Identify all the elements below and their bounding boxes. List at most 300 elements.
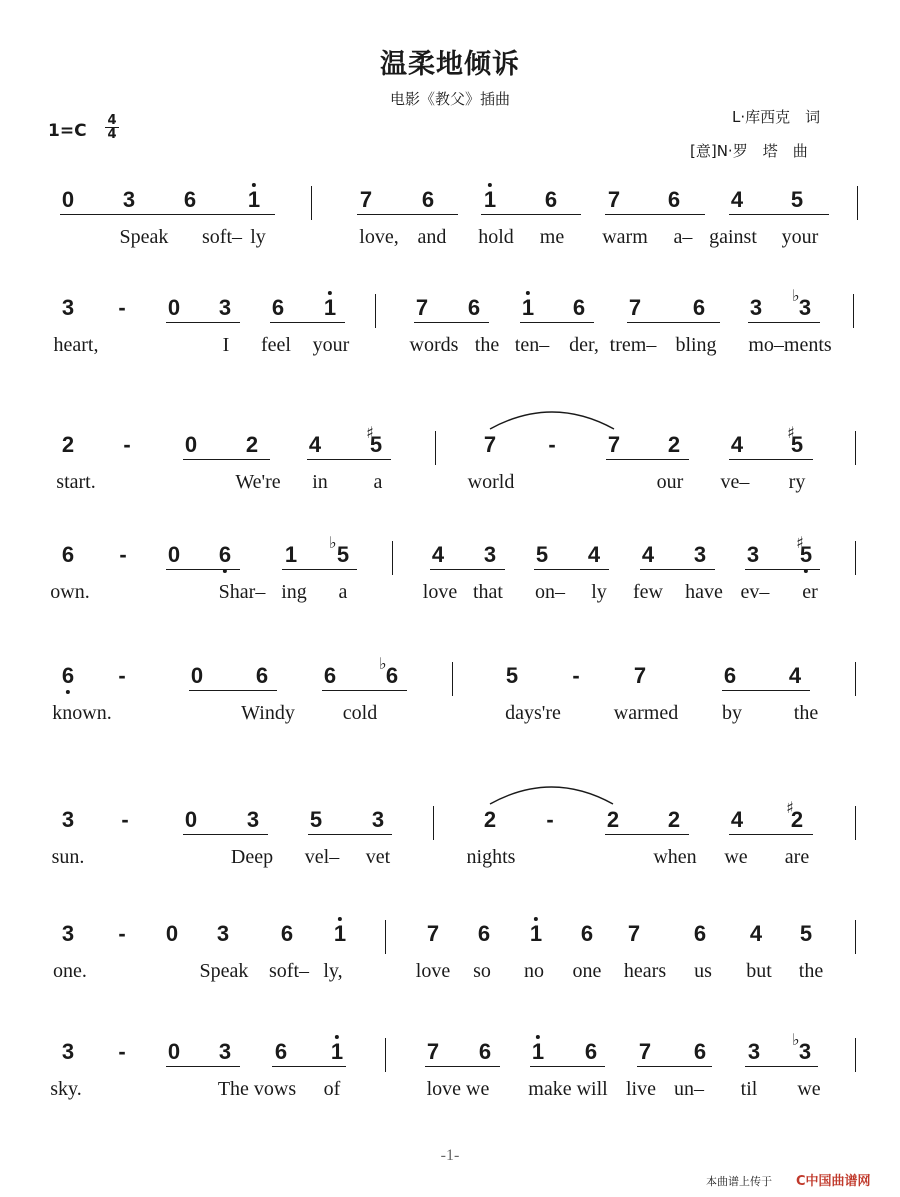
logo-mark-icon: C	[796, 1174, 806, 1189]
lyric-word: have	[685, 581, 723, 603]
jianpu-note	[360, 188, 372, 212]
lyric-word: nights	[466, 846, 516, 868]
note-digit: 4	[730, 187, 744, 212]
lyric-word: Deep	[230, 846, 274, 868]
jianpu-note	[219, 543, 231, 567]
note-digit: 1	[483, 187, 497, 212]
note-digit: 7	[607, 187, 621, 212]
barline	[855, 431, 856, 465]
lyric-word: the	[793, 702, 819, 724]
jianpu-note	[331, 1040, 343, 1064]
note-digit: 1	[284, 542, 298, 567]
lyric-word: The vows	[217, 1078, 297, 1100]
lyric-word: til	[740, 1078, 758, 1100]
beam-underline	[166, 569, 240, 570]
beam-underline	[745, 569, 820, 570]
beam-underline	[729, 214, 829, 215]
note-digit: 3	[371, 807, 385, 832]
note-digit: 3	[747, 1039, 761, 1064]
lyric-word: Shar–	[218, 581, 266, 603]
note-digit: 0	[190, 663, 204, 688]
jianpu-note	[484, 808, 496, 832]
note-digit: -	[118, 1039, 126, 1064]
dash-note	[121, 808, 128, 832]
jianpu-note	[634, 664, 646, 688]
jianpu-note	[166, 922, 178, 946]
note-digit: 3	[216, 921, 230, 946]
time-signature-bottom: 4	[107, 127, 117, 142]
note-digit: 1	[531, 1039, 545, 1064]
barline	[433, 806, 434, 840]
jianpu-note	[607, 808, 619, 832]
site-logo	[796, 1170, 871, 1189]
flat-icon: ♭	[379, 654, 387, 673]
lyric-word: few	[633, 581, 663, 603]
barline	[855, 920, 856, 954]
note-digit: 1	[333, 921, 347, 946]
lyric-word: but	[746, 960, 772, 982]
jianpu-note	[248, 188, 260, 212]
lyric-word: warm	[602, 226, 648, 248]
jianpu-note	[309, 433, 321, 457]
lyric-word: love,	[359, 226, 399, 248]
lyric-word: we	[797, 1078, 821, 1100]
note-digit: 3	[61, 295, 75, 320]
barline	[853, 294, 854, 328]
jianpu-note	[668, 433, 680, 457]
page-title: 温柔地倾诉	[380, 49, 520, 80]
note-digit: 3	[61, 1039, 75, 1064]
barline	[855, 806, 856, 840]
lyric-word: I	[222, 334, 230, 356]
note-digit: 7	[627, 921, 641, 946]
lyric-word: Speak	[199, 960, 249, 982]
note-digit: 2	[483, 807, 497, 832]
lyric-word: hears	[623, 960, 667, 982]
barline	[311, 186, 312, 220]
note-digit: 3	[218, 295, 232, 320]
jianpu-note	[628, 922, 640, 946]
barline	[452, 662, 453, 696]
note-digit: 6	[467, 295, 481, 320]
note-digit: -	[118, 295, 126, 320]
lyric-word: words	[409, 334, 459, 356]
note-digit: 7	[628, 295, 642, 320]
note-digit: 3	[798, 1039, 812, 1064]
jianpu-note	[324, 296, 336, 320]
jianpu-note	[608, 188, 620, 212]
tie-slur	[490, 412, 614, 429]
note-digit: 2	[61, 432, 75, 457]
jianpu-note	[799, 296, 811, 320]
note-digit: 5	[309, 807, 323, 832]
jianpu-note	[256, 664, 268, 688]
note-digit: 0	[167, 295, 181, 320]
note-digit: 4	[749, 921, 763, 946]
jianpu-note	[484, 433, 496, 457]
jianpu-note	[246, 433, 258, 457]
lyric-word: our	[656, 471, 684, 493]
dash-note	[118, 664, 125, 688]
beam-underline	[640, 569, 715, 570]
jianpu-note	[62, 1040, 74, 1064]
jianpu-note	[285, 543, 297, 567]
jianpu-note	[639, 1040, 651, 1064]
jianpu-note	[694, 543, 706, 567]
note-digit: 3	[218, 1039, 232, 1064]
lyric-word: a	[373, 471, 383, 493]
lyric-word: love we	[426, 1078, 490, 1100]
note-digit: 1	[529, 921, 543, 946]
lyric-word: we	[724, 846, 748, 868]
barline	[855, 541, 856, 575]
composer-credit: [意]N·罗 塔 曲	[690, 142, 808, 160]
jianpu-note	[217, 922, 229, 946]
beam-underline	[520, 322, 594, 323]
barline	[385, 1038, 386, 1072]
jianpu-note	[422, 188, 434, 212]
note-digit: 6	[477, 921, 491, 946]
beam-underline	[745, 1066, 818, 1067]
lyric-word: sky.	[50, 1078, 82, 1100]
jianpu-note	[731, 808, 743, 832]
dash-note	[118, 922, 125, 946]
jianpu-note	[334, 922, 346, 946]
lyric-word: gainst	[709, 226, 757, 248]
note-digit: 0	[167, 1039, 181, 1064]
jianpu-note	[478, 922, 490, 946]
note-digit: 3	[246, 807, 260, 832]
lyric-word: ry	[788, 471, 806, 493]
lyric-word: er	[802, 581, 818, 603]
beam-underline	[307, 459, 391, 460]
note-digit: 7	[633, 663, 647, 688]
note-digit: -	[123, 432, 131, 457]
jianpu-note	[532, 1040, 544, 1064]
sharp-icon: ♯	[787, 423, 795, 442]
beam-underline	[530, 1066, 605, 1067]
jianpu-note	[668, 808, 680, 832]
lyric-word: on–	[535, 581, 565, 603]
jianpu-note	[731, 188, 743, 212]
jianpu-note	[750, 296, 762, 320]
jianpu-note	[324, 664, 336, 688]
note-digit: 6	[544, 187, 558, 212]
barline	[385, 920, 386, 954]
beam-underline	[430, 569, 505, 570]
note-digit: 5	[336, 542, 350, 567]
sharp-icon: ♯	[796, 533, 804, 552]
beam-underline	[534, 569, 609, 570]
beam-underline	[272, 1066, 346, 1067]
dash-note	[548, 433, 555, 457]
jianpu-note	[588, 543, 600, 567]
note-digit: -	[119, 542, 127, 567]
sharp-icon: ♯	[786, 798, 794, 817]
jianpu-note	[62, 664, 74, 688]
jianpu-note	[62, 808, 74, 832]
note-digit: 0	[165, 921, 179, 946]
note-digit: 1	[323, 295, 337, 320]
jianpu-note	[416, 296, 428, 320]
jianpu-note	[522, 296, 534, 320]
lyric-word: me	[539, 226, 565, 248]
lyric-word: days're	[505, 702, 561, 724]
lyric-word: and	[417, 226, 447, 248]
jianpu-note	[608, 433, 620, 457]
note-digit: 0	[184, 807, 198, 832]
lyric-word: un–	[674, 1078, 704, 1100]
jianpu-note	[191, 664, 203, 688]
lyric-word: cold	[342, 702, 378, 724]
jianpu-note	[372, 808, 384, 832]
jianpu-note	[585, 1040, 597, 1064]
lyricist-credit: L·库西克 词	[732, 108, 821, 126]
note-digit: 4	[431, 542, 445, 567]
dash-note	[123, 433, 130, 457]
lyric-word: your	[781, 226, 819, 248]
note-digit: 6	[274, 1039, 288, 1064]
jianpu-note	[731, 433, 743, 457]
jianpu-note	[62, 433, 74, 457]
lyric-word: start.	[56, 471, 96, 493]
note-digit: 6	[667, 187, 681, 212]
lyric-word: vet	[365, 846, 391, 868]
note-digit: -	[121, 807, 129, 832]
jianpu-note	[748, 1040, 760, 1064]
note-digit: 5	[535, 542, 549, 567]
lyric-word: mo–ments	[748, 334, 832, 356]
barline	[375, 294, 376, 328]
note-digit: 6	[183, 187, 197, 212]
note-digit: 6	[572, 295, 586, 320]
lyric-word: a	[338, 581, 348, 603]
beam-underline	[606, 459, 689, 460]
lyric-word: soft–	[202, 226, 242, 248]
jianpu-note	[62, 922, 74, 946]
lyric-word: world	[467, 471, 515, 493]
jianpu-note	[275, 1040, 287, 1064]
note-digit: 6	[478, 1039, 492, 1064]
jianpu-note	[642, 543, 654, 567]
subtitle: 电影《教父》插曲	[389, 90, 510, 108]
lyric-word: heart,	[53, 334, 99, 356]
jianpu-note	[62, 188, 74, 212]
note-digit: 3	[122, 187, 136, 212]
note-digit: 6	[323, 663, 337, 688]
time-signature	[104, 114, 120, 141]
lyric-word: known.	[52, 702, 112, 724]
note-digit: 6	[693, 1039, 707, 1064]
lyric-word: are	[784, 846, 810, 868]
lyric-word: make will	[528, 1078, 608, 1100]
octave-dot-below	[66, 690, 70, 694]
barline	[855, 1038, 856, 1072]
note-digit: 6	[692, 295, 706, 320]
note-digit: 5	[505, 663, 519, 688]
note-digit: 4	[730, 807, 744, 832]
note-digit: 3	[693, 542, 707, 567]
jianpu-note	[310, 808, 322, 832]
dash-note	[572, 664, 579, 688]
beam-underline	[627, 322, 720, 323]
jianpu-note	[530, 922, 542, 946]
jianpu-note	[168, 543, 180, 567]
note-digit: 6	[693, 921, 707, 946]
beam-underline	[189, 690, 277, 691]
note-digit: 6	[280, 921, 294, 946]
lyric-word: that	[473, 581, 503, 603]
note-digit: 2	[667, 432, 681, 457]
note-digit: -	[548, 432, 556, 457]
jianpu-note	[281, 922, 293, 946]
beam-underline	[748, 322, 820, 323]
jianpu-note	[168, 1040, 180, 1064]
lyric-word: love	[422, 581, 458, 603]
note-digit: 7	[638, 1039, 652, 1064]
note-digit: 4	[308, 432, 322, 457]
sharp-icon: ♯	[366, 423, 374, 442]
jianpu-note	[724, 664, 736, 688]
beam-underline	[425, 1066, 500, 1067]
upload-note: 本曲谱上传于	[706, 1175, 772, 1188]
beam-underline	[637, 1066, 712, 1067]
lyric-word: Windy	[241, 702, 295, 724]
jianpu-note	[694, 922, 706, 946]
lyric-word: ve–	[720, 471, 750, 493]
lyric-word: der,	[569, 334, 599, 356]
page-number: -1-	[440, 1147, 460, 1164]
lyric-word: warmed	[613, 702, 679, 724]
flat-icon: ♭	[329, 533, 337, 552]
barline	[857, 186, 858, 220]
lyric-word: hold	[478, 226, 514, 248]
lyric-word: the	[798, 960, 824, 982]
note-digit: 6	[580, 921, 594, 946]
jianpu-note	[62, 543, 74, 567]
lyric-word: sun.	[51, 846, 85, 868]
beam-underline	[357, 214, 458, 215]
note-digit: 6	[385, 663, 399, 688]
note-digit: 4	[587, 542, 601, 567]
note-digit: -	[572, 663, 580, 688]
lyric-word: own.	[50, 581, 90, 603]
jianpu-note	[789, 664, 801, 688]
beam-underline	[183, 459, 270, 460]
beam-underline	[722, 690, 810, 691]
note-digit: 7	[483, 432, 497, 457]
note-digit: 5	[799, 921, 813, 946]
beam-underline	[166, 322, 240, 323]
note-digit: 5	[799, 542, 813, 567]
barline	[855, 662, 856, 696]
jianpu-note	[272, 296, 284, 320]
note-digit: 2	[245, 432, 259, 457]
note-digit: 7	[607, 432, 621, 457]
lyric-word: soft–	[269, 960, 309, 982]
jianpu-note	[484, 543, 496, 567]
jianpu-note	[432, 543, 444, 567]
note-digit: -	[118, 921, 126, 946]
note-digit: 6	[218, 542, 232, 567]
jianpu-note	[386, 664, 398, 688]
beam-underline	[605, 214, 705, 215]
lyric-word: vel–	[304, 846, 340, 868]
lyric-word: when	[653, 846, 697, 868]
jianpu-note	[799, 1040, 811, 1064]
beam-underline	[308, 834, 392, 835]
note-digit: 3	[61, 807, 75, 832]
lyric-word: so	[473, 960, 491, 982]
note-digit: 6	[271, 295, 285, 320]
lyric-word: by	[722, 702, 742, 724]
beam-underline	[282, 569, 357, 570]
jianpu-note	[536, 543, 548, 567]
note-digit: 4	[788, 663, 802, 688]
lyric-word: ly	[250, 226, 266, 248]
tie-slur	[490, 787, 613, 804]
note-digit: 1	[247, 187, 261, 212]
lyric-word: no	[524, 960, 544, 982]
time-signature-top: 4	[107, 113, 117, 128]
note-digit: 1	[521, 295, 535, 320]
beam-underline	[270, 322, 345, 323]
jianpu-note	[184, 188, 196, 212]
lyric-word: bling	[675, 334, 717, 356]
jianpu-note	[506, 664, 518, 688]
note-digit: 5	[790, 187, 804, 212]
jianpu-note	[468, 296, 480, 320]
note-digit: -	[118, 663, 126, 688]
jianpu-note	[694, 1040, 706, 1064]
note-digit: 3	[483, 542, 497, 567]
lyric-word: trem–	[609, 334, 657, 356]
jianpu-note	[219, 1040, 231, 1064]
dash-note	[118, 296, 125, 320]
jianpu-note	[247, 808, 259, 832]
note-digit: 0	[184, 432, 198, 457]
jianpu-note	[629, 296, 641, 320]
note-digit: 7	[359, 187, 373, 212]
key-signature: 1=C	[48, 121, 87, 141]
jianpu-note	[427, 922, 439, 946]
note-digit: 2	[606, 807, 620, 832]
flat-icon: ♭	[792, 286, 800, 305]
note-digit: 2	[667, 807, 681, 832]
lyric-word: ing	[281, 581, 307, 603]
beam-underline	[166, 1066, 240, 1067]
note-digit: 4	[641, 542, 655, 567]
lyric-word: We're	[235, 471, 281, 493]
jianpu-note	[693, 296, 705, 320]
jianpu-note	[123, 188, 135, 212]
jianpu-note	[545, 188, 557, 212]
lyric-word: of	[323, 1078, 341, 1100]
note-digit: 7	[426, 1039, 440, 1064]
lyric-word: ev–	[740, 581, 770, 603]
note-digit: 0	[167, 542, 181, 567]
barline	[435, 431, 436, 465]
note-digit: 3	[798, 295, 812, 320]
lyric-word: feel	[261, 334, 291, 356]
note-digit: 6	[421, 187, 435, 212]
logo-text: 中国曲谱网	[805, 1174, 871, 1189]
jianpu-note	[573, 296, 585, 320]
note-digit: -	[546, 807, 554, 832]
lyric-word: ly	[591, 581, 607, 603]
jianpu-note	[62, 296, 74, 320]
beam-underline	[729, 834, 813, 835]
